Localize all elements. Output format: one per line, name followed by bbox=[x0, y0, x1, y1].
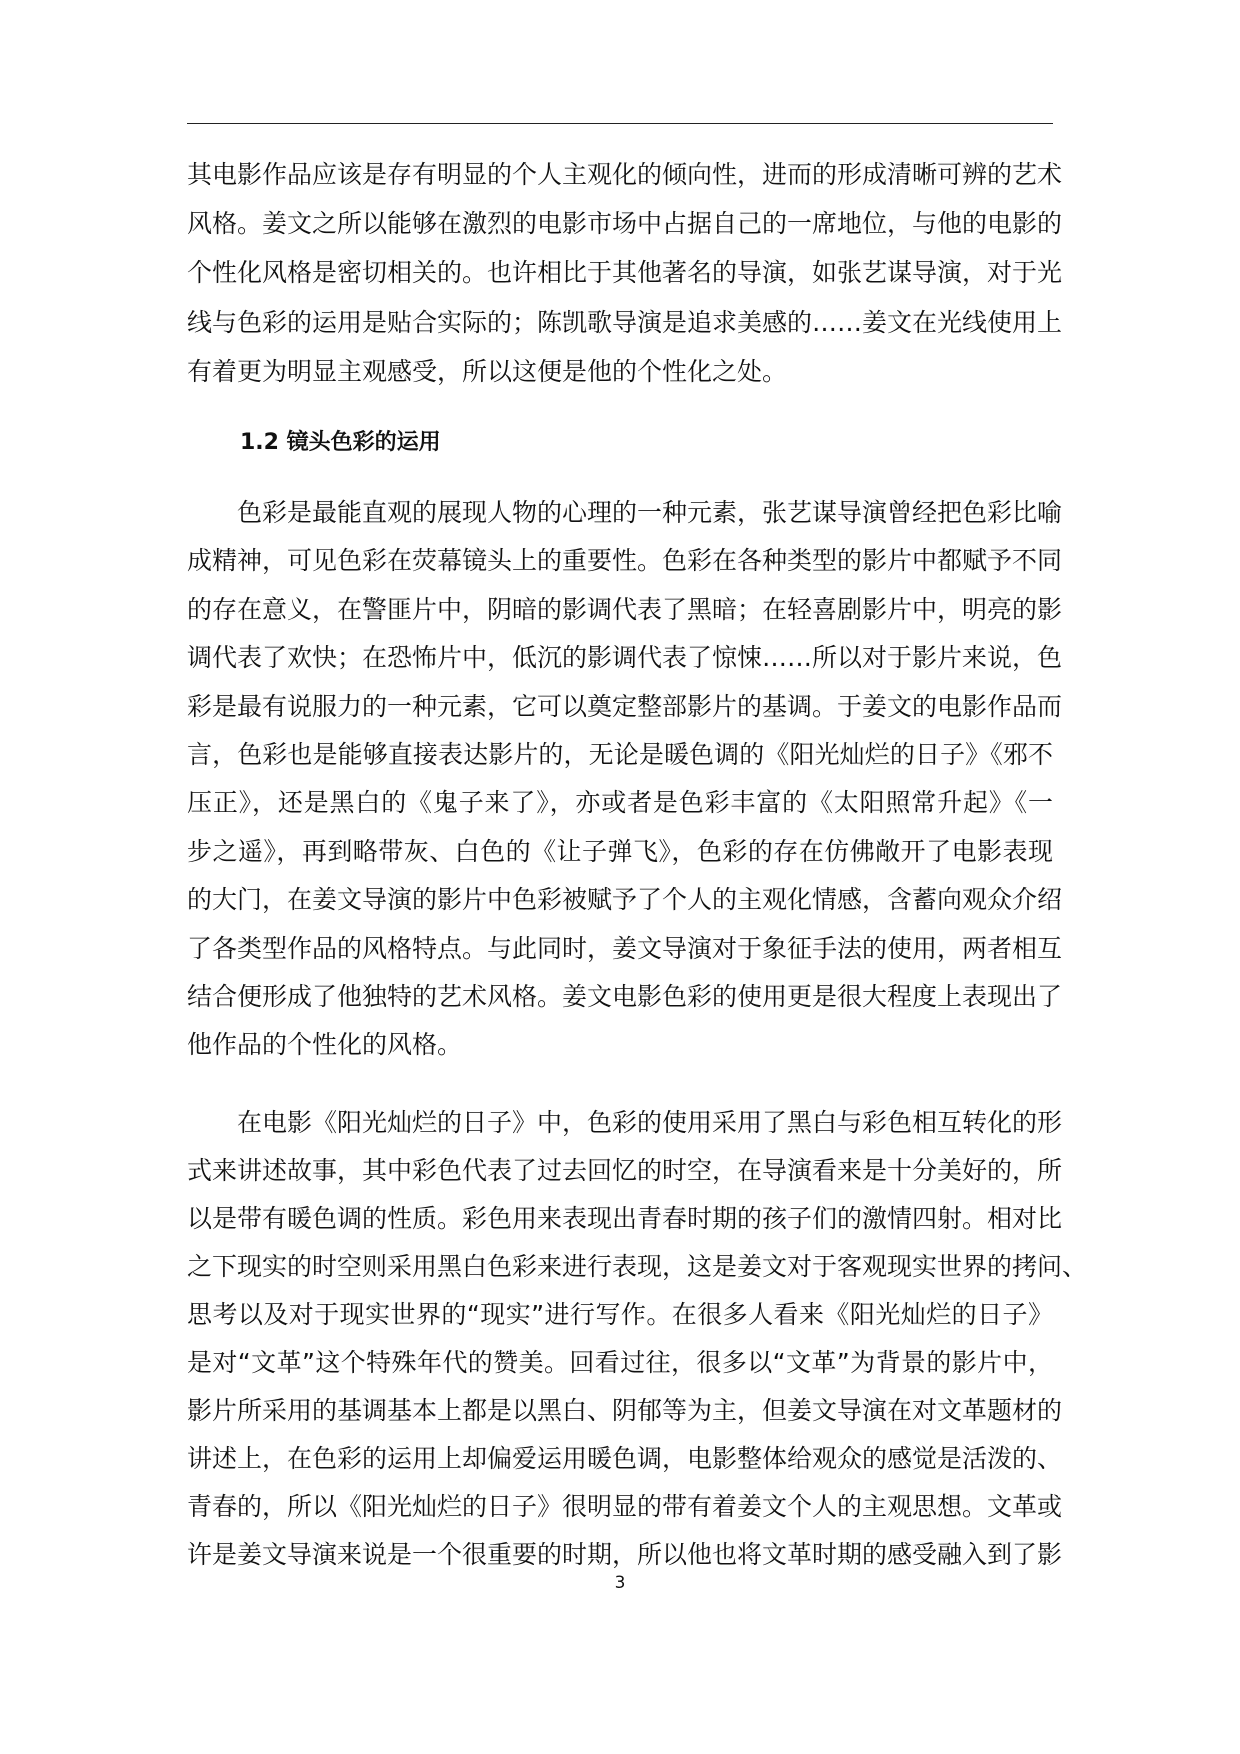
paragraph-3-line: 讲述上，在色彩的运用上却偏爱运用暖色调，电影整体给观众的感觉是活泼的、 bbox=[187, 1444, 1063, 1473]
section-heading: 1.2 镜头色彩的运用 bbox=[240, 430, 441, 455]
page-number: 3 bbox=[614, 1573, 626, 1593]
paragraph-1-line: 风格。姜文之所以能够在激烈的电影市场中占据自己的一席地位，与他的电影的 bbox=[187, 209, 1063, 239]
paragraph-2-line: 的大门，在姜文导演的影片中色彩被赋予了个人的主观化情感，含蓄向观众介绍 bbox=[187, 885, 1063, 915]
paragraph-2-line: 言，色彩也是能够直接表达影片的，无论是暖色调的《阳光灿烂的日子》《邪不 bbox=[187, 740, 1053, 769]
paragraph-1-line: 线与色彩的运用是贴合实际的；陈凯歌导演是追求美感的……姜文在光线使用上 bbox=[187, 307, 1063, 337]
paragraph-2-line: 的存在意义，在警匪片中，阴暗的影调代表了黑暗；在轻喜剧影片中，明亮的影 bbox=[187, 594, 1063, 624]
paragraph-1-line: 个性化风格是密切相关的。也许相比于其他著名的导演，如张艺谋导演，对于光 bbox=[187, 258, 1063, 288]
paragraph-3-line: 思考以及对于现实世界的“现实”进行写作。在很多人看来《阳光灿烂的日子》 bbox=[187, 1300, 1053, 1329]
paragraph-3-line: 在电影《阳光灿烂的日子》中，色彩的使用采用了黑白与彩色相互转化的形 bbox=[237, 1108, 1063, 1137]
header-rule bbox=[187, 123, 1053, 124]
paragraph-3-line: 是对“文革”这个特殊年代的赞美。回看过往，很多以“文革”为背景的影片中， bbox=[187, 1348, 1053, 1377]
paragraph-2-line: 压正》，还是黑白的《鬼子来了》，亦或者是色彩丰富的《太阳照常升起》《一 bbox=[187, 788, 1053, 818]
paragraph-1-line: 其电影作品应该是存有明显的个人主观化的倾向性，进而的形成清晰可辨的艺术 bbox=[187, 160, 1063, 189]
paragraph-2-line: 成精神，可见色彩在荧幕镜头上的重要性。色彩在各种类型的影片中都赋予不同 bbox=[187, 546, 1063, 576]
paragraph-3-line: 许是姜文导演来说是一个很重要的时期，所以他也将文革时期的感受融入到了影 bbox=[187, 1540, 1063, 1569]
paragraph-3-line: 式来讲述故事，其中彩色代表了过去回忆的时空，在导演看来是十分美好的，所 bbox=[187, 1156, 1063, 1185]
paragraph-2-line: 调代表了欢快；在恐怖片中，低沉的影调代表了惊悚……所以对于影片来说，色 bbox=[187, 643, 1063, 673]
paragraph-3-line: 影片所采用的基调基本上都是以黑白、阴郁等为主，但姜文导演在对文革题材的 bbox=[187, 1396, 1063, 1425]
paragraph-2-line: 彩是最有说服力的一种元素，它可以奠定整部影片的基调。于姜文的电影作品而 bbox=[187, 691, 1063, 721]
paragraph-2-line: 色彩是最能直观的展现人物的心理的一种元素，张艺谋导演曾经把色彩比喻 bbox=[237, 498, 1063, 527]
paragraph-2-line: 了各类型作品的风格特点。与此同时，姜文导演对于象征手法的使用，两者相互 bbox=[187, 933, 1063, 963]
paragraph-3-line: 以是带有暖色调的性质。彩色用来表现出青春时期的孩子们的激情四射。相对比 bbox=[187, 1204, 1063, 1233]
paragraph-3-line: 青春的，所以《阳光灿烂的日子》很明显的带有着姜文个人的主观思想。文革或 bbox=[187, 1492, 1063, 1521]
paragraph-2-line: 他作品的个性化的风格。 bbox=[187, 1030, 463, 1060]
paragraph-2-line: 步之遥》，再到略带灰、白色的《让子弹飞》，色彩的存在仿佛敞开了电影表现 bbox=[187, 836, 1053, 866]
paragraph-1-line: 有着更为明显主观感受，所以这便是他的个性化之处。 bbox=[187, 356, 788, 386]
paragraph-3-line: 之下现实的时空则采用黑白色彩来进行表现，这是姜文对于客观现实世界的拷问、 bbox=[187, 1252, 1088, 1281]
paragraph-2-line: 结合便形成了他独特的艺术风格。姜文电影色彩的使用更是很大程度上表现出了 bbox=[187, 982, 1063, 1011]
